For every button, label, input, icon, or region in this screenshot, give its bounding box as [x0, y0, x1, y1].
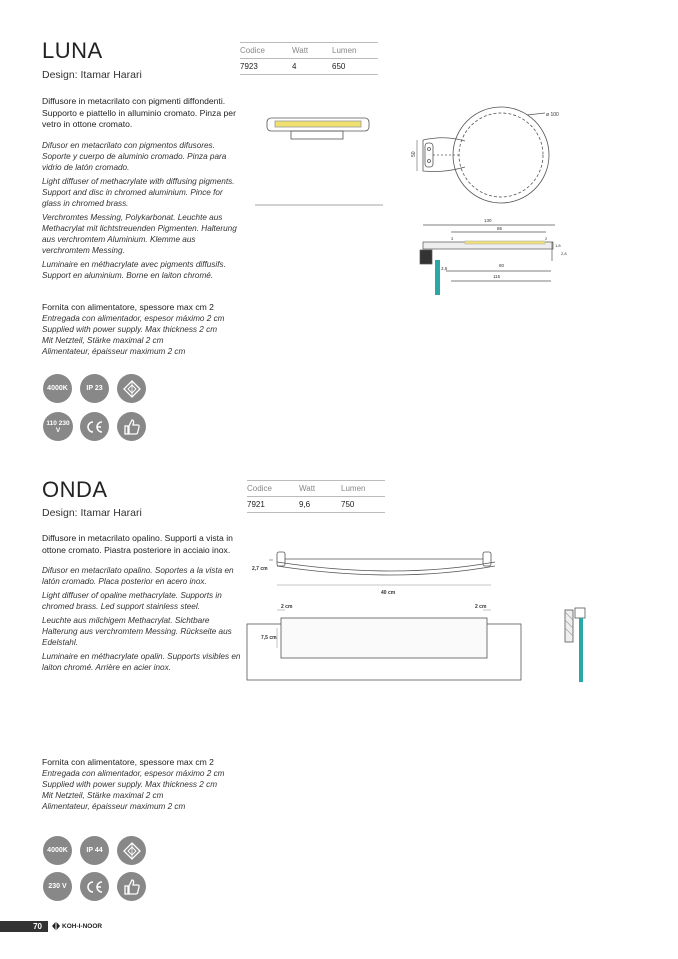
luna-dim-height: 50	[411, 151, 417, 157]
onda-dim-right-2: 2 cm	[475, 604, 487, 610]
onda-spec-table	[247, 480, 385, 513]
onda-lumen: 750	[341, 497, 385, 513]
luna-dim-28: 2,8	[561, 251, 567, 256]
koh-i-noor-logo-icon	[51, 921, 61, 931]
onda-col-codice: Codice	[247, 481, 299, 497]
onda-desc-de: Leuchte aus milchigem Methacrylat. Sichtbare Halterung aus verchromtem Messing. Rückseite aus Edelstahl.	[42, 616, 232, 647]
luna-dim-18: 1,8	[555, 243, 561, 248]
luna-badge-voltage: 110 230 V	[43, 412, 73, 441]
luna-supply	[42, 302, 252, 357]
onda-title: ONDA	[42, 477, 108, 502]
onda-desc-fr: Luminaire en méthacrylate opalin. Supports visibles en laiton chromé. Arrière en acier inox.	[42, 652, 241, 672]
luna-col-lumen: Lumen	[332, 43, 378, 59]
onda-col-lumen: Lumen	[341, 481, 385, 497]
onda-badge-ip: IP 44	[80, 836, 109, 865]
onda-badge-color-temp: 4000K	[43, 836, 72, 865]
diamond-icon	[117, 836, 146, 865]
luna-badge-color-temp: 4000K	[43, 374, 72, 403]
onda-dim-75: 7,5 cm	[261, 635, 277, 641]
luna-supply-en: Supplied with power supply. Max thickness 2 cm	[42, 325, 218, 334]
onda-designer: Design: Itamar Harari	[42, 507, 142, 519]
luna-spec-table	[240, 42, 378, 75]
onda-side-section	[565, 608, 585, 682]
ce-mark-icon	[80, 412, 109, 441]
luna-lumen: 650	[332, 59, 378, 75]
luna-col-codice: Codice	[240, 43, 292, 59]
luna-designer: Design: Itamar Harari	[42, 69, 142, 81]
luna-codice: 7923	[240, 59, 292, 75]
luna-profile-view	[420, 225, 555, 295]
onda-top-view	[269, 552, 495, 585]
luna-dim-80: 80	[499, 263, 505, 268]
luna-description	[42, 96, 244, 284]
onda-dim-40: 40 cm	[381, 590, 396, 596]
onda-badge-voltage: 230 V	[43, 872, 72, 901]
onda-desc-es: Difusor en metacrilato opalino. Soportes a la vista en latón cromado. Placa posterior en acero inox.	[42, 566, 234, 586]
luna-side-view	[255, 118, 383, 205]
onda-col-watt: Watt	[299, 481, 341, 497]
luna-supply-fr: Alimentateur, épaisseur maximum 2 cm	[42, 347, 186, 356]
luna-desc-es: Difusor en metacrilato con pigmentos difusores. Soporte y cuerpo de aluminio cromado. Pinza para vidrio de latón cromado.	[42, 140, 227, 172]
onda-watt: 9,6	[299, 497, 341, 513]
luna-title: LUNA	[42, 38, 103, 63]
onda-front-view	[247, 610, 521, 680]
onda-supply-it: Fornita con alimentatore, spessore max cm 2	[42, 757, 214, 767]
ce-mark-icon	[80, 872, 109, 901]
luna-desc-de: Verchromtes Messing, Polykarbonat. Leuchte aus Methacrylat mit lichtstreuenden Pigmenten. Halterung aus verchromtem Aluminium. Klemme aus verchromtem Messing.	[42, 212, 237, 255]
luna-col-watt: Watt	[292, 43, 332, 59]
luna-dim-115: 115	[493, 274, 501, 279]
onda-dim-27: 2,7 cm	[252, 566, 268, 572]
onda-supply-en: Supplied with power supply. Max thickness 2 cm	[42, 780, 218, 789]
luna-supply-de: Mit Netzteil, Stärke maximal 2 cm	[42, 336, 164, 345]
luna-dim-2: 2	[545, 236, 548, 241]
brand-name: KOH-I-NOOR	[62, 923, 103, 930]
page-number: 70	[0, 921, 48, 932]
onda-desc-it: Diffusore in metacrilato opalino. Supporti a vista in ottone cromato. Piastra posteriore in acciaio inox.	[42, 533, 233, 555]
luna-technical-drawing	[255, 95, 585, 295]
onda-technical-drawing	[245, 540, 605, 690]
luna-supply-es: Entregada con alimentador, espesor máximo 2 cm	[42, 314, 225, 323]
luna-desc-fr: Luminaire en méthacrylate avec pigments diffusifs. Support en aluminium. Borne en laiton chromé.	[42, 259, 226, 280]
thumbs-up-icon	[117, 872, 146, 901]
luna-dim-130: 130	[484, 218, 492, 223]
luna-supply-it: Fornita con alimentatore, spessore max cm 2	[42, 302, 214, 312]
luna-dim-3: 3	[451, 236, 454, 241]
onda-supply	[42, 757, 252, 812]
onda-description	[42, 533, 244, 676]
thumbs-up-icon	[117, 412, 146, 441]
onda-dim-left-2: 2 cm	[281, 604, 293, 610]
luna-dim-86: 86	[497, 226, 503, 231]
luna-watt: 4	[292, 59, 332, 75]
onda-supply-fr: Alimentateur, épaisseur maximum 2 cm	[42, 802, 186, 811]
onda-desc-en: Light diffuser of opaline methacrylate. Supports in chromed brass. Led support stainless steel.	[42, 591, 222, 611]
luna-dim-diameter: ø 100	[546, 112, 559, 118]
diamond-icon	[117, 374, 146, 403]
luna-badge-ip: IP 23	[80, 374, 109, 403]
luna-dim-35: 3,5	[441, 266, 448, 271]
luna-desc-it: Diffusore in metacrilato con pigmenti diffondenti. Supporto e piattello in alluminio cromato. Pinza per vetro in ottone cromato.	[42, 96, 236, 129]
onda-supply-de: Mit Netzteil, Stärke maximal 2 cm	[42, 791, 164, 800]
onda-supply-es: Entregada con alimentador, espesor máximo 2 cm	[42, 769, 225, 778]
luna-desc-en: Light diffuser of methacrylate with diffusing pigments. Support and disc in chromed aluminium. Pince for glass in chromed brass.	[42, 176, 235, 208]
onda-codice: 7921	[247, 497, 299, 513]
luna-circle-view	[417, 107, 549, 203]
